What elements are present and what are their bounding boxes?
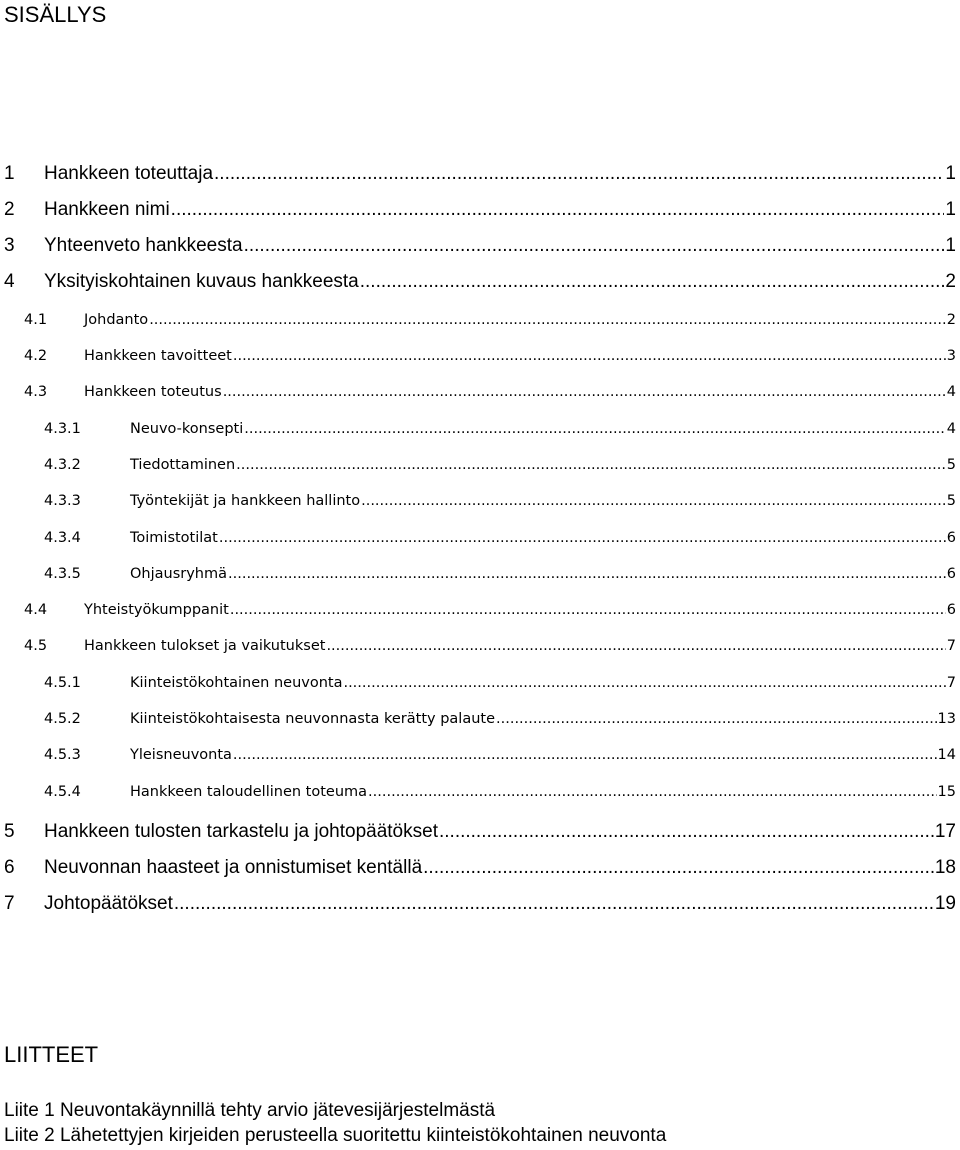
toc-entry-number: 4.3.5 — [44, 566, 81, 582]
toc-entry-title: Työntekijät ja hankkeen hallinto — [130, 493, 361, 509]
dot-leader — [233, 747, 937, 763]
toc-entry-title: Hankkeen tavoitteet — [84, 348, 232, 364]
toc-entry-page: 14 — [937, 747, 956, 763]
appendix-item: Liite 2 Lähetettyjen kirjeiden perusteella suoritettu kiinteistökohtainen neuvonta — [4, 1125, 667, 1146]
toc-entry-page: 4 — [946, 421, 956, 437]
toc-entry[interactable] — [0, 784, 960, 800]
toc-entry-title: Hankkeen nimi — [44, 199, 170, 220]
toc-entry[interactable] — [0, 348, 960, 364]
toc-entry-title: Yhteenveto hankkeesta — [44, 235, 243, 256]
toc-entry[interactable] — [0, 821, 960, 843]
toc-entry-page: 5 — [946, 457, 956, 473]
toc-entry[interactable] — [0, 235, 960, 257]
toc-entry-title: Toimistotilat — [130, 530, 218, 546]
toc-entry-page: 17 — [934, 821, 956, 842]
toc-entry-page: 18 — [934, 857, 956, 878]
toc-entry-title: Hankkeen tulosten tarkastelu ja johtopäätökset — [44, 821, 438, 842]
toc-entry-number: 5 — [4, 821, 15, 842]
toc-entry-number: 4.3.1 — [44, 421, 81, 437]
dot-leader — [244, 235, 945, 257]
dot-leader — [244, 421, 946, 437]
toc-entry-number: 4.5.1 — [44, 675, 81, 691]
toc-entry-title: Yleisneuvonta — [130, 747, 232, 763]
toc-entry[interactable] — [0, 530, 960, 546]
toc-entry-number: 6 — [4, 857, 15, 878]
toc-entry-title: Hankkeen toteutus — [84, 384, 222, 400]
toc-entry[interactable] — [0, 312, 960, 328]
toc-entry-page: 4 — [946, 384, 956, 400]
dot-leader — [228, 566, 946, 582]
toc-entry[interactable] — [0, 747, 960, 763]
toc-entry-title: Neuvo-konsepti — [130, 421, 244, 437]
toc-entry[interactable] — [0, 602, 960, 618]
toc-entry[interactable] — [0, 675, 960, 691]
toc-entry-number: 3 — [4, 235, 15, 256]
dot-leader — [219, 530, 946, 546]
dot-leader — [230, 602, 946, 618]
dot-leader — [496, 711, 937, 727]
dot-leader — [214, 163, 944, 185]
toc-entry-page: 3 — [946, 348, 956, 364]
dot-leader — [343, 675, 945, 691]
dot-leader — [236, 457, 946, 473]
toc-entry-number: 4.5.2 — [44, 711, 81, 727]
toc-entry[interactable] — [0, 711, 960, 727]
toc-entry-title: Hankkeen toteuttaja — [44, 163, 214, 184]
toc-entry-page: 13 — [937, 711, 956, 727]
toc-entry-title: Yhteistyökumppanit — [84, 602, 229, 618]
dot-leader — [360, 271, 945, 293]
dot-leader — [368, 784, 937, 800]
toc-entry-number: 4.5 — [24, 638, 48, 654]
page-title: SISÄLLYS — [4, 2, 107, 27]
toc-entry-number: 4.3.2 — [44, 457, 81, 473]
toc-entry-page: 6 — [946, 566, 956, 582]
appendix-item: Liite 1 Neuvontakäynnillä tehty arvio jätevesijärjestelmästä — [4, 1100, 496, 1121]
dot-leader — [174, 893, 934, 915]
toc-entry-number: 4 — [4, 271, 15, 292]
toc-entry-title: Yksityiskohtainen kuvaus hankkeesta — [44, 271, 359, 292]
toc-entry-page: 1 — [945, 163, 956, 184]
toc-entry-number: 4.3.4 — [44, 530, 81, 546]
toc-entry[interactable] — [0, 893, 960, 915]
toc-entry-page: 2 — [946, 312, 956, 328]
dot-leader — [171, 199, 945, 221]
dot-leader — [233, 348, 946, 364]
toc-entry-title: Neuvonnan haasteet ja onnistumiset kentällä — [44, 857, 423, 878]
appendix-title: LIITTEET — [4, 1042, 99, 1067]
dot-leader — [439, 821, 934, 843]
toc-entry[interactable] — [0, 199, 960, 221]
toc-entry-page: 15 — [937, 784, 956, 800]
toc-entry-title: Tiedottaminen — [130, 457, 236, 473]
toc-entry-number: 7 — [4, 893, 15, 914]
toc-entry-number: 4.1 — [24, 312, 48, 328]
toc-entry[interactable] — [0, 638, 960, 654]
toc-entry-page: 5 — [946, 493, 956, 509]
dot-leader — [223, 384, 946, 400]
toc-entry-number: 2 — [4, 199, 15, 220]
toc-entry-number: 4.3.3 — [44, 493, 81, 509]
toc-entry-page: 19 — [934, 893, 956, 914]
dot-leader — [326, 638, 945, 654]
toc-entry[interactable] — [0, 421, 960, 437]
toc-entry[interactable] — [0, 163, 960, 185]
toc-entry-number: 4.3 — [24, 384, 48, 400]
toc-entry-title: Hankkeen taloudellinen toteuma — [130, 784, 368, 800]
toc-entry-number: 4.2 — [24, 348, 48, 364]
toc-entry-page: 1 — [945, 199, 956, 220]
toc-entry[interactable] — [0, 457, 960, 473]
toc-entry[interactable] — [0, 857, 960, 879]
toc-entry-number: 4.4 — [24, 602, 48, 618]
toc-entry-page: 6 — [946, 530, 956, 546]
toc-entry-title: Ohjausryhmä — [130, 566, 228, 582]
toc-entry-page: 2 — [945, 271, 956, 292]
dot-leader — [423, 857, 934, 879]
toc-entry[interactable] — [0, 566, 960, 582]
toc-entry-page: 6 — [946, 602, 956, 618]
dot-leader — [361, 493, 946, 509]
toc-entry[interactable] — [0, 493, 960, 509]
toc-entry-number: 1 — [4, 163, 15, 184]
dot-leader — [149, 312, 946, 328]
toc-entry-page: 7 — [946, 675, 956, 691]
toc-entry[interactable] — [0, 271, 960, 293]
toc-entry-page: 7 — [946, 638, 956, 654]
toc-entry-title: Kiinteistökohtaisesta neuvonnasta kerätty palaute — [130, 711, 496, 727]
toc-entry-title: Johdanto — [84, 312, 149, 328]
toc-entry-number: 4.5.4 — [44, 784, 81, 800]
toc-entry-title: Hankkeen tulokset ja vaikutukset — [84, 638, 326, 654]
toc-entry-title: Kiinteistökohtainen neuvonta — [130, 675, 343, 691]
toc-entry-page: 1 — [945, 235, 956, 256]
toc-entry-number: 4.5.3 — [44, 747, 81, 763]
toc-entry-title: Johtopäätökset — [44, 893, 173, 914]
toc-entry[interactable] — [0, 384, 960, 400]
